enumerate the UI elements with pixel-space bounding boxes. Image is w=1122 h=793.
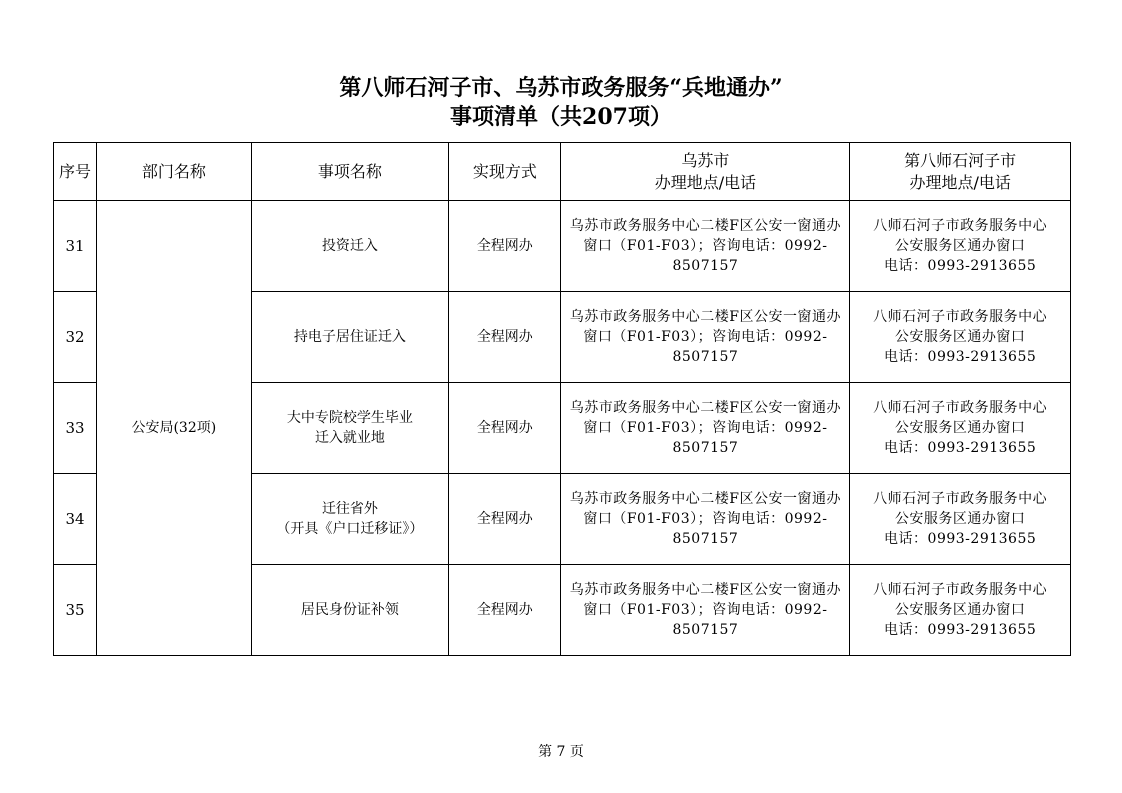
row-shihezi-location-line3: 电话：0993-2913655	[884, 440, 1037, 456]
row-wusu-location-line2: 窗口（F01-F03）；咨询电话：0992-8507157	[583, 420, 828, 456]
row-wusu-location-line2: 窗口（F01-F03）；咨询电话：0992-8507157	[583, 329, 828, 365]
row-method: 全程网办	[449, 383, 561, 474]
header-shihezi-line2: 办理地点/电话	[909, 172, 1011, 192]
row-item-name	[251, 383, 449, 474]
row-department: 公安局(32项)	[97, 201, 251, 656]
header-item: 事项名称	[251, 143, 449, 201]
header-shihezi	[850, 143, 1071, 201]
row-item-name-line1: 大中专院校学生毕业	[286, 410, 413, 426]
row-shihezi-location-line1: 八师石河子市政务服务中心	[873, 491, 1048, 507]
row-shihezi-location-line1: 八师石河子市政务服务中心	[873, 218, 1048, 234]
row-shihezi-location	[850, 201, 1071, 292]
row-wusu-location-line1: 乌苏市政务服务中心二楼F区公安一窗通办	[569, 400, 842, 416]
row-wusu-location-line2: 窗口（F01-F03）；咨询电话：0992-8507157	[583, 511, 828, 547]
header-method: 实现方式	[449, 143, 561, 201]
row-shihezi-location	[850, 474, 1071, 565]
document-title-line1: 第八师石河子市、乌苏市政务服务“兵地通办”	[339, 75, 783, 101]
row-shihezi-location-line2: 公安服务区通办窗口	[894, 329, 1026, 345]
row-shihezi-location-line2: 公安服务区通办窗口	[894, 420, 1026, 436]
row-item-name-line2: 迁入就业地	[314, 430, 385, 446]
row-item-name-line1: 持电子居住证迁入	[293, 329, 406, 345]
page-number: 第 7 页	[538, 744, 584, 760]
header-dept: 部门名称	[97, 143, 251, 201]
row-seq: 31	[54, 201, 97, 292]
row-shihezi-location-line3: 电话：0993-2913655	[884, 622, 1037, 638]
row-wusu-location-line1: 乌苏市政务服务中心二楼F区公安一窗通办	[569, 218, 842, 234]
table-header-row	[54, 143, 1071, 201]
row-item-name-line1: 迁往省外	[321, 501, 378, 517]
row-method: 全程网办	[449, 565, 561, 656]
row-item-name-line1: 居民身份证补领	[300, 602, 399, 618]
row-seq: 33	[54, 383, 97, 474]
row-wusu-location	[561, 474, 850, 565]
row-seq: 32	[54, 292, 97, 383]
row-wusu-location-line1: 乌苏市政务服务中心二楼F区公安一窗通办	[569, 582, 842, 598]
row-shihezi-location-line3: 电话：0993-2913655	[884, 258, 1037, 274]
row-wusu-location	[561, 292, 850, 383]
row-shihezi-location-line1: 八师石河子市政务服务中心	[873, 400, 1048, 416]
row-shihezi-location-line1: 八师石河子市政务服务中心	[873, 582, 1048, 598]
row-shihezi-location-line2: 公安服务区通办窗口	[894, 238, 1026, 254]
row-shihezi-location-line3: 电话：0993-2913655	[884, 349, 1037, 365]
row-item-name	[251, 201, 449, 292]
items-table	[53, 142, 1071, 656]
row-shihezi-location	[850, 292, 1071, 383]
row-item-name-line2: （开具《户口迁移证》）	[276, 521, 424, 537]
header-wusu	[561, 143, 850, 201]
row-method: 全程网办	[449, 201, 561, 292]
row-shihezi-location-line3: 电话：0993-2913655	[884, 531, 1037, 547]
row-shihezi-location	[850, 565, 1071, 656]
row-item-name-line1: 投资迁入	[321, 238, 378, 254]
row-wusu-location-line2: 窗口（F01-F03）；咨询电话：0992-8507157	[583, 602, 828, 638]
row-item-name	[251, 292, 449, 383]
row-wusu-location	[561, 201, 850, 292]
row-seq: 35	[54, 565, 97, 656]
row-wusu-location	[561, 383, 850, 474]
row-item-name	[251, 474, 449, 565]
row-wusu-location-line2: 窗口（F01-F03）；咨询电话：0992-8507157	[583, 238, 828, 274]
row-item-name	[251, 565, 449, 656]
row-shihezi-location-line1: 八师石河子市政务服务中心	[873, 309, 1048, 325]
row-shihezi-location-line2: 公安服务区通办窗口	[894, 602, 1026, 618]
header-shihezi-line1: 第八师石河子市	[904, 150, 1017, 170]
row-shihezi-location	[850, 383, 1071, 474]
header-seq: 序号	[54, 143, 97, 201]
header-wusu-line2: 办理地点/电话	[654, 172, 757, 192]
header-wusu-line1: 乌苏市	[681, 150, 730, 170]
row-seq: 34	[54, 474, 97, 565]
row-shihezi-location-line2: 公安服务区通办窗口	[894, 511, 1026, 527]
document-title-line2: 事项清单（共207项）	[450, 104, 672, 130]
row-method: 全程网办	[449, 292, 561, 383]
row-wusu-location	[561, 565, 850, 656]
row-wusu-location-line1: 乌苏市政务服务中心二楼F区公安一窗通办	[569, 309, 842, 325]
row-method: 全程网办	[449, 474, 561, 565]
table-row	[54, 201, 1071, 292]
row-wusu-location-line1: 乌苏市政务服务中心二楼F区公安一窗通办	[569, 491, 842, 507]
